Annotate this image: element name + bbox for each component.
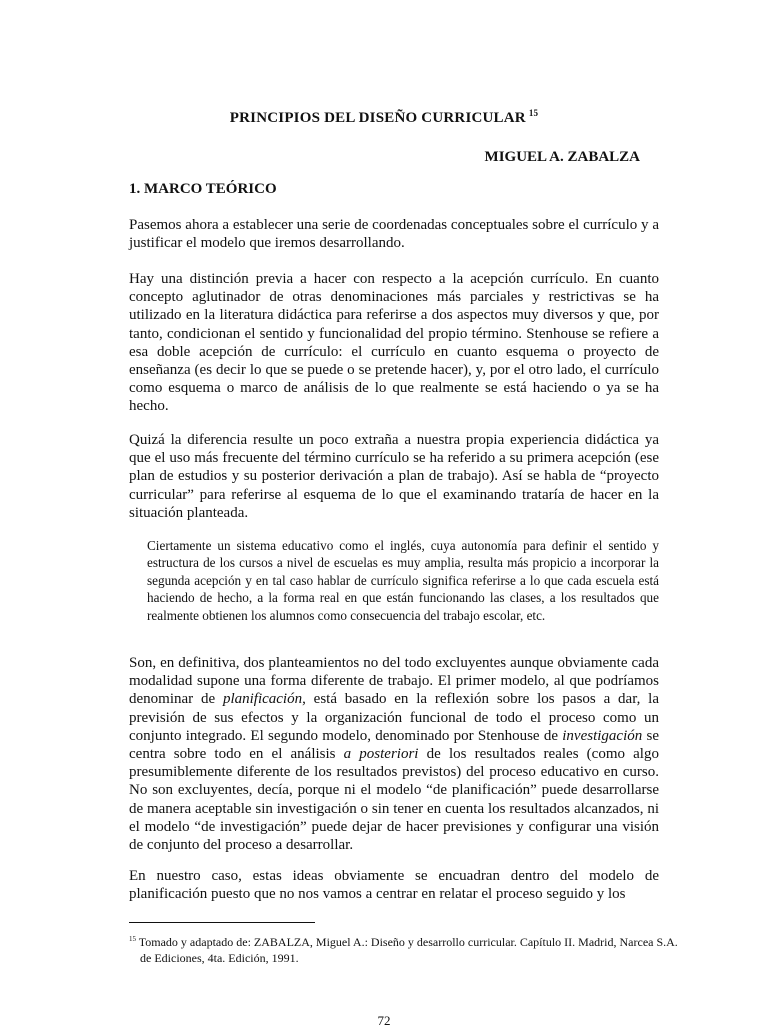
document-title bbox=[0, 108, 768, 127]
paragraph-4-text-2: , está basado en la reflexión sobre los pasos a dar, la previsión de sus efectos y la organización funcional de todo el proceso como un conjunto integrado. El segundo modelo, denominado por Stenhouse de bbox=[129, 691, 659, 744]
paragraph-1: Pasemos ahora a establecer una serie de coordenadas conceptuales sobre el currículo y a justificar el modelo que iremos desarrollando. bbox=[129, 217, 659, 252]
title-text: PRINCIPIOS DEL DISEÑO CURRICULAR bbox=[229, 110, 526, 126]
footnote-ref: 15 bbox=[129, 935, 136, 943]
author-name: MIGUEL A. ZABALZA bbox=[484, 149, 640, 165]
paragraph-2: Hay una distinción previa a hacer con respecto a la acepción currículo. En cuanto concepto aglutinador de otras denominaciones más parciales y restrictivas se ha utilizado en la literatura didáctica para referirse a dos aspectos muy diversos y que, por tanto, condicionan el sentido y funcionalidad del propio término. Stenhouse se refiere a esa doble acepción de currículo: el currículo en cuanto esquema o proyecto de enseñanza (es decir lo que se puede o se pretende hacer), y, por el otro lado, el currículo como esquema o marco de análisis de lo que realmente se está haciendo o ya se ha hecho. bbox=[129, 271, 659, 415]
footnote-divider bbox=[129, 922, 315, 923]
term-a-posteriori: a posteriori bbox=[343, 746, 419, 763]
page-number: 72 bbox=[377, 1013, 391, 1028]
term-investigacion: investigación bbox=[562, 727, 643, 744]
paragraph-4-text-4: de los resultados reales (como algo presumiblemente diferente de los resultados previstos) del proceso educativo en curso. No son excluyentes, decía, porque ni el modelo “de planificación” puede desarrollarse de manera aceptable sin investigación o sin tener en cuenta los resultados alcanzados, ni el modelo “de investigación” puede dejar de hacer previsiones y configurar una visión de conjunto del proceso a desarrollar. bbox=[129, 746, 659, 854]
footnote-text: Tomado y adaptado de: ZABALZA, Miguel A.: Diseño y desarrollo curricular. Capítulo II. Madrid, Narcea S.A. de Ediciones, 4ta. Edición, 1991. bbox=[136, 935, 678, 965]
paragraph-5: En nuestro caso, estas ideas obviamente se encuadran dentro del modelo de planificación puesto que no nos vamos a centrar en relatar el proceso seguido y los bbox=[129, 868, 659, 903]
paragraph-3: Quizá la diferencia resulte un poco extraña a nuestra propia experiencia didáctica ya que el uso más frecuente del término currículo se ha referido a su primera acepción (ese plan de estudios y su posterior derivación a plan de trabajo). Así se habla de “proyecto curricular” para referirse al esquema de lo que el examinando trataría de hacer en la situación planteada. bbox=[129, 432, 659, 521]
section-heading: 1. MARCO TEÓRICO bbox=[129, 181, 277, 197]
title-footnote-ref: 15 bbox=[528, 108, 539, 118]
footnote bbox=[129, 931, 680, 966]
block-quote: Ciertamente un sistema educativo como el inglés, cuya autonomía para definir el sentido y estructura de los cursos a nivel de escuelas es muy amplia, resulta más propicio a incorporar la segunda acepción y en tal caso hablar de currículo significa referirse a lo que cada escuela está haciendo de hecho, a la forma real en que están funcionando las clases, a los resultados que realmente obtienen los alumnos como consecuencia del trabajo escolar, etc. bbox=[147, 538, 659, 623]
paragraph-4 bbox=[129, 654, 659, 854]
paragraph-4-text-1: Son, en definitiva, dos planteamientos no del todo excluyentes aunque obviamente cada modalidad supone una forma diferente de trabajo. El primer modelo, al que podríamos denominar de bbox=[129, 655, 659, 708]
paragraph-4-text-3: se centra sobre todo en el análisis bbox=[129, 727, 660, 763]
term-planificacion: planificación bbox=[222, 691, 303, 708]
